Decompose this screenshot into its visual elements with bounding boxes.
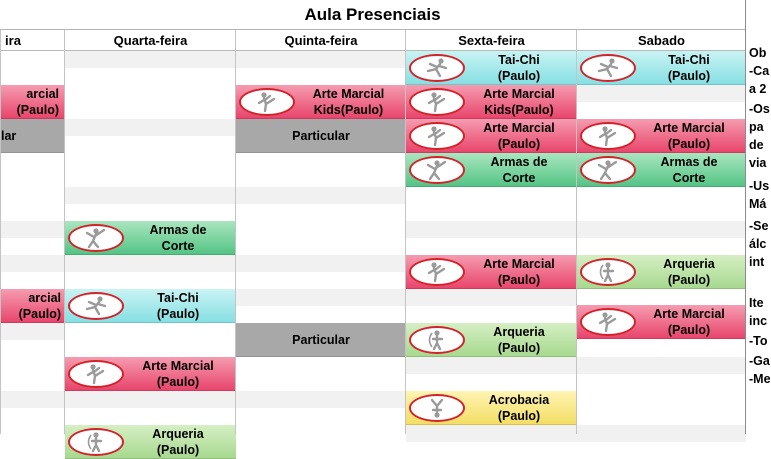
class-cell-archery[interactable] bbox=[577, 255, 746, 289]
note-line: -Ga bbox=[749, 354, 770, 368]
class-label: Acrobacia (Paulo) bbox=[488, 393, 550, 423]
class-label: lar bbox=[1, 129, 17, 143]
taichi-figure-icon bbox=[68, 292, 124, 320]
class-label: Armas de Corte bbox=[490, 155, 548, 185]
class-cell-martial-arts-kids[interactable] bbox=[406, 85, 577, 119]
column-partial-day bbox=[0, 30, 65, 434]
class-cell-private[interactable] bbox=[1, 119, 65, 153]
class-label: Arte Marcial (Paulo) bbox=[653, 307, 725, 337]
class-cell-private[interactable] bbox=[236, 323, 406, 357]
archer-icon bbox=[409, 326, 465, 354]
martial-arts-kick-icon bbox=[409, 122, 465, 150]
note-line: -Us bbox=[749, 179, 770, 193]
weapons-fighter-icon bbox=[68, 224, 124, 252]
day-header: Quarta-feira bbox=[65, 30, 236, 51]
class-label: Arte Marcial (Paulo) bbox=[483, 121, 555, 151]
class-label: Arqueria (Paulo) bbox=[493, 325, 545, 355]
class-cell-martial-arts[interactable] bbox=[406, 255, 577, 289]
class-cell-martial-arts[interactable] bbox=[1, 85, 65, 119]
class-label: Tai-Chi (Paulo) bbox=[156, 291, 200, 321]
note-line: inc bbox=[749, 314, 768, 328]
class-cell-archery[interactable] bbox=[65, 425, 236, 459]
note-line: pa bbox=[749, 120, 764, 134]
taichi-figure-icon bbox=[409, 54, 465, 82]
day-header: ira bbox=[1, 30, 65, 51]
class-cell-private[interactable] bbox=[236, 119, 406, 153]
day-header: Quinta-feira bbox=[236, 30, 406, 51]
note-line: Má bbox=[749, 197, 767, 211]
note-line: a 2 bbox=[749, 82, 767, 96]
note-line: int bbox=[749, 255, 765, 269]
schedule-title: Aula Presenciais bbox=[0, 0, 745, 30]
acrobat-icon bbox=[409, 394, 465, 422]
notes-sidebar bbox=[745, 0, 769, 434]
martial-arts-kick-icon bbox=[580, 122, 636, 150]
archer-icon bbox=[580, 258, 636, 286]
note-line: Ite bbox=[749, 296, 764, 310]
class-label: arcial (Paulo) bbox=[18, 291, 61, 321]
martial-arts-kick-icon bbox=[409, 258, 465, 286]
day-header: Sabado bbox=[577, 30, 746, 51]
day-header: Sexta-feira bbox=[406, 30, 577, 51]
class-label: Arte Marcial Kids(Paulo) bbox=[312, 87, 385, 117]
note-line: -Os bbox=[749, 102, 770, 116]
class-cell-taichi[interactable] bbox=[65, 289, 236, 323]
note-line: -To bbox=[749, 334, 768, 348]
column-quarta-feira bbox=[64, 30, 236, 457]
weapons-fighter-icon bbox=[580, 156, 636, 184]
class-cell-martial-arts[interactable] bbox=[1, 289, 65, 323]
class-label: Arqueria (Paulo) bbox=[152, 427, 204, 457]
class-cell-martial-arts[interactable] bbox=[406, 119, 577, 153]
column-sabado bbox=[576, 30, 746, 434]
class-cell-martial-arts[interactable] bbox=[577, 305, 746, 339]
martial-arts-kick-icon bbox=[580, 308, 636, 336]
martial-arts-kick-icon bbox=[68, 360, 124, 388]
class-cell-martial-arts[interactable] bbox=[65, 357, 236, 391]
class-cell-weapons[interactable] bbox=[406, 153, 577, 187]
note-line: via bbox=[749, 156, 767, 170]
class-cell-acrobatics[interactable] bbox=[406, 391, 577, 425]
class-cell-taichi[interactable] bbox=[577, 51, 746, 85]
class-label: Arte Marcial (Paulo) bbox=[653, 121, 725, 151]
class-cell-taichi[interactable] bbox=[406, 51, 577, 85]
martial-arts-kick-icon bbox=[239, 88, 295, 116]
class-label: Armas de Corte bbox=[660, 155, 718, 185]
archer-icon bbox=[68, 428, 124, 456]
weapons-fighter-icon bbox=[409, 156, 465, 184]
class-label: Tai-Chi (Paulo) bbox=[667, 53, 711, 83]
class-label: Tai-Chi (Paulo) bbox=[497, 53, 541, 83]
martial-arts-kick-icon bbox=[409, 88, 465, 116]
class-label: Particular bbox=[292, 129, 350, 143]
column-sexta-feira bbox=[405, 30, 577, 434]
class-cell-martial-arts[interactable] bbox=[577, 119, 746, 153]
class-label: Arqueria (Paulo) bbox=[663, 257, 715, 287]
class-cell-archery[interactable] bbox=[406, 323, 577, 357]
taichi-figure-icon bbox=[580, 54, 636, 82]
class-cell-weapons[interactable] bbox=[577, 153, 746, 187]
note-line: -Se bbox=[749, 219, 769, 233]
note-line: -Ca bbox=[749, 64, 770, 78]
class-label: Arte Marcial Kids(Paulo) bbox=[483, 87, 555, 117]
note-line: de bbox=[749, 138, 764, 152]
class-label: Armas de Corte bbox=[149, 223, 207, 253]
class-label: Arte Marcial (Paulo) bbox=[142, 359, 214, 389]
column-quinta-feira bbox=[235, 30, 406, 434]
class-label: arcial (Paulo) bbox=[16, 87, 59, 117]
note-line: -Me bbox=[749, 372, 771, 386]
class-cell-martial-arts-kids[interactable] bbox=[236, 85, 406, 119]
note-line: álc bbox=[749, 237, 767, 251]
class-label: Arte Marcial (Paulo) bbox=[483, 257, 555, 287]
schedule-grid bbox=[0, 30, 745, 457]
note-line: Ob bbox=[749, 46, 767, 60]
class-cell-weapons[interactable] bbox=[65, 221, 236, 255]
class-label: Particular bbox=[292, 333, 350, 347]
